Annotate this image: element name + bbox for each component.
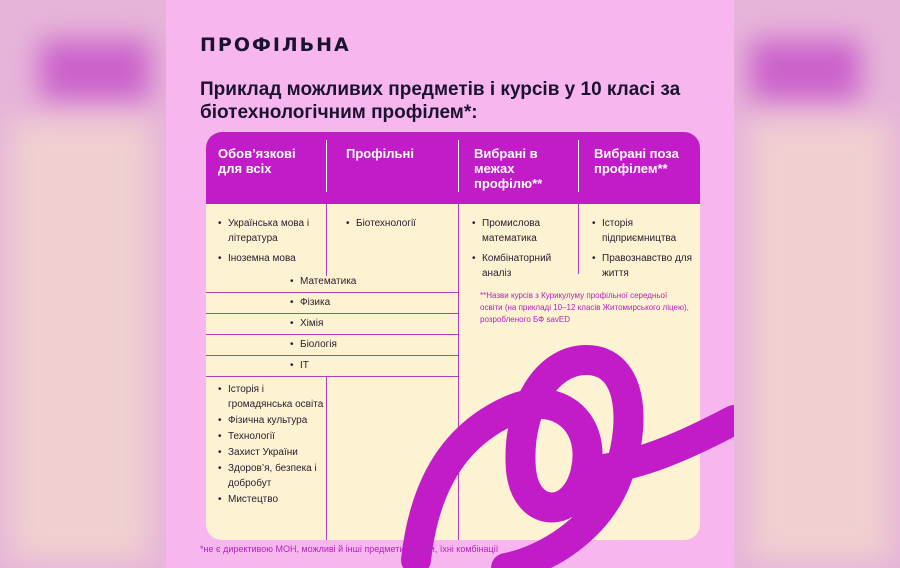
column-header-outside: Вибрані поза профілем**: [594, 146, 679, 176]
list-item: • Промислова математика: [470, 216, 574, 246]
infographic-card: [166, 0, 734, 568]
blur-shape: [750, 120, 890, 560]
list-item: • Мистецтво: [216, 492, 324, 507]
column-header-profile: Профільні: [346, 146, 414, 161]
list-item: • Технології: [216, 429, 324, 444]
column-header-within: Вибрані в межах профілю**: [474, 146, 543, 191]
shared-subject-it: • ІТ: [300, 359, 309, 373]
blur-shape: [40, 40, 150, 100]
course-names-note: **Назви курсів з Курикулуму профільної середньої освіти (на прикладі 10–12 класів Житомирського ліцею), розробленого БФ savED: [480, 291, 689, 324]
list-item: • Правознавство для життя: [590, 251, 694, 281]
shared-subject-physics: • Фізика: [300, 296, 330, 310]
page-title: Приклад можливих предметів і курсів у 10 класі за біотехнологічним профілем*:: [200, 79, 681, 123]
list-item: • Українська мова і література: [216, 216, 324, 246]
list-item: • Захист України: [216, 445, 324, 460]
list-item: • Історія і громадянська освіта: [216, 382, 324, 412]
footnote: *не є директивою МОН, можливі й інші предмети / курси, їхні комбінації: [200, 544, 499, 554]
list-item: • Іноземна мова: [216, 251, 324, 266]
shared-subject-biology: • Біологія: [300, 338, 337, 352]
column-header-mandatory: Обов’язкові для всіх: [218, 146, 296, 176]
list-item: • Здоров’я, безпека і добробут: [216, 461, 324, 491]
logo: ПРОФІЛЬНА: [200, 34, 351, 56]
shared-subject-math: • Математика: [300, 275, 356, 289]
shared-subject-chemistry: • Хімія: [300, 317, 323, 331]
list-item: • Історія підприємництва: [590, 216, 694, 246]
decorative-curl: [166, 0, 734, 568]
list-item: • Комбінаторний аналіз: [470, 251, 574, 281]
list-item: • Біотехнології: [344, 216, 454, 231]
blur-shape: [750, 40, 860, 100]
list-item: • Фізична культура: [216, 413, 324, 428]
blur-shape: [10, 120, 150, 560]
